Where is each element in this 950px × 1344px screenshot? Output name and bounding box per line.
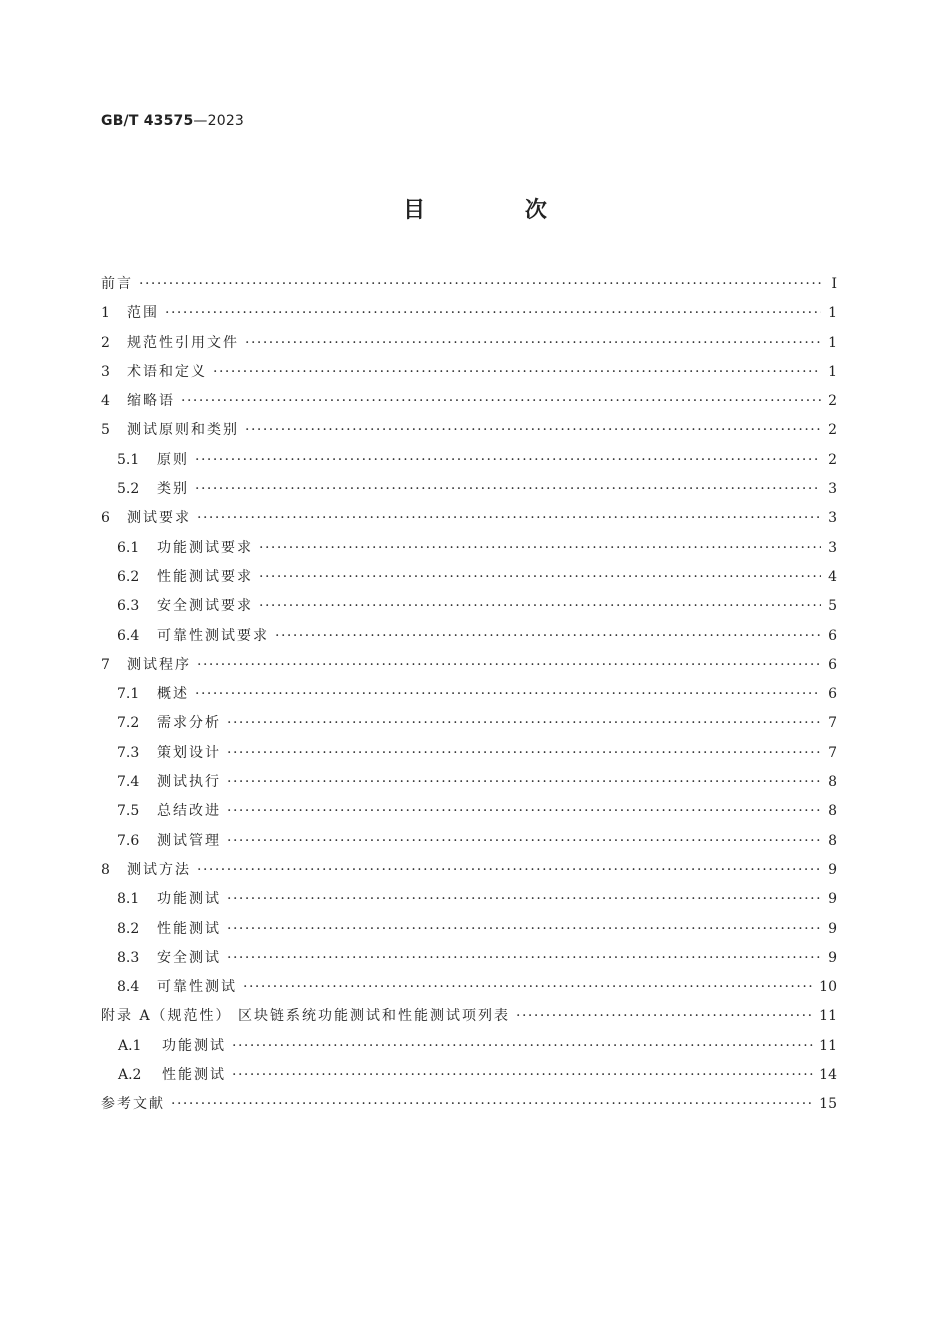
toc-entry-label: 术语和定义 xyxy=(127,363,207,380)
standard-code: GB/T 43575 xyxy=(101,113,194,129)
toc-leader-dots xyxy=(171,1090,813,1119)
toc-entry-label: 范围 xyxy=(127,305,159,322)
toc-entry[interactable] xyxy=(101,1061,837,1090)
toc-entry-number: 7.1 xyxy=(117,686,140,703)
toc-leader-dots xyxy=(197,856,821,885)
toc-entry-number: 5 xyxy=(101,422,110,439)
toc-entry-page: 9 xyxy=(828,861,837,878)
toc-leader-dots xyxy=(181,387,821,416)
toc-entry-page: 6 xyxy=(828,627,837,644)
toc-entry-number: 4 xyxy=(101,393,110,410)
toc-entry[interactable] xyxy=(101,504,837,533)
toc-entry-page: 7 xyxy=(828,715,837,732)
toc-entry-label: 附录 A（规范性） 区块链系统功能测试和性能测试项列表 xyxy=(101,1008,511,1025)
toc-leader-dots xyxy=(245,329,821,358)
toc-entry-page: 2 xyxy=(828,451,837,468)
toc-entry-page: 3 xyxy=(828,539,837,556)
toc-entry-number: A.2 xyxy=(118,1067,142,1084)
toc-entry-page: 2 xyxy=(828,393,837,410)
toc-entry[interactable] xyxy=(101,768,837,797)
toc-entry[interactable] xyxy=(101,1002,837,1031)
toc-entry-number: 8.2 xyxy=(117,920,140,937)
toc-entry-number: 7.5 xyxy=(117,803,140,820)
toc-entry-page: 15 xyxy=(819,1096,837,1113)
toc-leader-dots xyxy=(195,680,821,709)
toc-entry-label: 测试方法 xyxy=(127,861,191,878)
table-of-contents xyxy=(101,270,837,1120)
toc-leader-dots xyxy=(232,1032,813,1061)
toc-entry-page: 1 xyxy=(828,334,837,351)
toc-leader-dots xyxy=(195,475,821,504)
toc-entry-page: 1 xyxy=(828,363,837,380)
toc-entry-label: 总结改进 xyxy=(157,803,221,820)
toc-entry-number: 6.1 xyxy=(117,539,140,556)
toc-entry-page: 6 xyxy=(828,656,837,673)
toc-entry-page: 9 xyxy=(828,949,837,966)
toc-entry-page: 8 xyxy=(828,832,837,849)
toc-entry-label: 可靠性测试 xyxy=(157,979,237,996)
toc-entry-label: 性能测试 xyxy=(162,1067,226,1084)
toc-leader-dots xyxy=(197,504,821,533)
toc-leader-dots xyxy=(227,709,821,738)
standard-year: —2023 xyxy=(193,113,245,129)
toc-entry[interactable] xyxy=(101,973,837,1002)
toc-entry-label: 性能测试要求 xyxy=(157,568,253,585)
toc-entry-number: 1 xyxy=(101,305,110,322)
toc-entry-label: 类别 xyxy=(157,481,189,498)
toc-entry-label: 测试原则和类别 xyxy=(127,422,239,439)
toc-entry-label: 参考文献 xyxy=(101,1096,165,1113)
toc-entry-number: 5.1 xyxy=(117,451,140,468)
toc-entry-label: 测试要求 xyxy=(127,510,191,527)
toc-leader-dots xyxy=(165,299,821,328)
toc-entry[interactable] xyxy=(101,827,837,856)
toc-entry-label: 概述 xyxy=(157,686,189,703)
toc-entry-number: 8 xyxy=(101,861,110,878)
toc-entry-number: 8.4 xyxy=(117,979,140,996)
toc-entry-label: 安全测试 xyxy=(157,949,221,966)
toc-entry-label: 功能测试 xyxy=(157,891,221,908)
toc-entry-page: 9 xyxy=(828,891,837,908)
toc-entry-page: 2 xyxy=(828,422,837,439)
toc-leader-dots xyxy=(227,885,821,914)
toc-entry[interactable] xyxy=(101,329,837,358)
toc-entry[interactable] xyxy=(101,680,837,709)
toc-entry-label: 测试执行 xyxy=(157,774,221,791)
toc-entry-number: 7.4 xyxy=(117,774,140,791)
toc-leader-dots xyxy=(516,1002,813,1031)
toc-leader-dots xyxy=(259,563,821,592)
toc-entry[interactable] xyxy=(101,446,837,475)
toc-entry[interactable] xyxy=(101,358,837,387)
toc-entry-page: 8 xyxy=(828,774,837,791)
toc-entry-page: 6 xyxy=(828,686,837,703)
toc-entry-label: 策划设计 xyxy=(157,744,221,761)
toc-entry[interactable] xyxy=(101,651,837,680)
toc-entry[interactable] xyxy=(101,416,837,445)
toc-entry-label: 安全测试要求 xyxy=(157,598,253,615)
toc-leader-dots xyxy=(197,651,821,680)
toc-entry[interactable] xyxy=(101,944,837,973)
toc-entry[interactable] xyxy=(101,563,837,592)
toc-leader-dots xyxy=(227,944,821,973)
toc-entry-page: 14 xyxy=(819,1067,837,1084)
toc-entry[interactable] xyxy=(101,1090,837,1119)
toc-entry-page: 4 xyxy=(828,568,837,585)
toc-entry-number: 6.2 xyxy=(117,568,140,585)
toc-entry-page: 5 xyxy=(828,598,837,615)
toc-entry-number: 8.1 xyxy=(117,891,140,908)
toc-entry-number: 6.3 xyxy=(117,598,140,615)
toc-entry-label: 缩略语 xyxy=(127,393,175,410)
toc-entry-page: 3 xyxy=(828,481,837,498)
toc-entry-number: 7.2 xyxy=(117,715,140,732)
toc-entry[interactable] xyxy=(101,915,837,944)
toc-entry-label: 可靠性测试要求 xyxy=(157,627,269,644)
toc-leader-dots xyxy=(245,416,821,445)
toc-entry[interactable] xyxy=(101,885,837,914)
toc-leader-dots xyxy=(259,592,821,621)
toc-entry-number: 5.2 xyxy=(117,481,140,498)
toc-leader-dots xyxy=(139,270,821,299)
toc-entry-label: 需求分析 xyxy=(157,715,221,732)
toc-entry-page: 9 xyxy=(828,920,837,937)
toc-entry[interactable] xyxy=(101,534,837,563)
toc-entry[interactable] xyxy=(101,592,837,621)
toc-leader-dots xyxy=(227,797,821,826)
toc-entry[interactable] xyxy=(101,475,837,504)
toc-entry-number: 6 xyxy=(101,510,110,527)
toc-entry-label: 功能测试 xyxy=(162,1037,226,1054)
toc-leader-dots xyxy=(195,446,821,475)
toc-entry-number: 8.3 xyxy=(117,949,140,966)
toc-entry-label: 规范性引用文件 xyxy=(127,334,239,351)
toc-entry-number: 2 xyxy=(101,334,110,351)
toc-entry[interactable] xyxy=(101,739,837,768)
toc-entry[interactable] xyxy=(101,299,837,328)
toc-entry-label: 功能测试要求 xyxy=(157,539,253,556)
toc-leader-dots xyxy=(227,915,821,944)
toc-entry[interactable] xyxy=(101,387,837,416)
toc-leader-dots xyxy=(227,739,821,768)
toc-entry-page: I xyxy=(831,276,837,292)
toc-entry-page: 7 xyxy=(828,744,837,761)
toc-entry-page: 1 xyxy=(828,305,837,322)
toc-entry-page: 3 xyxy=(828,510,837,527)
toc-entry[interactable] xyxy=(101,856,837,885)
toc-entry-number: 6.4 xyxy=(117,627,140,644)
toc-entry-number: 3 xyxy=(101,363,110,380)
toc-entry-number: 7.3 xyxy=(117,744,140,761)
toc-leader-dots xyxy=(232,1061,813,1090)
toc-entry-label: 测试管理 xyxy=(157,832,221,849)
toc-entry-label: 性能测试 xyxy=(157,920,221,937)
toc-entry[interactable] xyxy=(101,1032,837,1061)
toc-leader-dots xyxy=(243,973,813,1002)
toc-entry-page: 11 xyxy=(819,1008,837,1025)
toc-leader-dots xyxy=(227,827,821,856)
toc-leader-dots xyxy=(227,768,821,797)
toc-entry-label: 前言 xyxy=(101,276,133,292)
toc-entry-page: 11 xyxy=(819,1037,837,1054)
toc-entry-number: 7.6 xyxy=(117,832,140,849)
toc-entry[interactable] xyxy=(101,797,837,826)
toc-entry[interactable] xyxy=(101,622,837,651)
page-title: 目 次 xyxy=(403,198,593,223)
toc-entry-label: 测试程序 xyxy=(127,656,191,673)
toc-entry-number: 7 xyxy=(101,656,110,673)
toc-entry-page: 8 xyxy=(828,803,837,820)
toc-entry-page: 10 xyxy=(819,979,837,996)
toc-entry-number: A.1 xyxy=(118,1037,142,1054)
standard-number xyxy=(101,113,244,129)
toc-leader-dots xyxy=(213,358,821,387)
toc-leader-dots xyxy=(275,622,821,651)
toc-entry[interactable] xyxy=(101,270,837,299)
toc-leader-dots xyxy=(259,534,821,563)
toc-entry[interactable] xyxy=(101,709,837,738)
toc-entry-label: 原则 xyxy=(157,451,189,468)
